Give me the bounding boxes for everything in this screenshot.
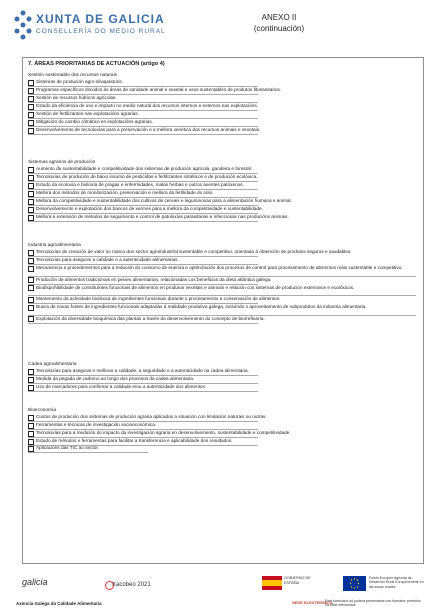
checklist-item-label: Produción de alimentos tradicionais en peixes alimentarias, relacionadas cos beneficios da dieta atlántica galega. [36, 276, 272, 282]
checklist-item [28, 174, 257, 181]
checklist-item [28, 119, 153, 126]
checkbox[interactable] [28, 277, 34, 283]
checklist-item-label: Tecnoloxías de produción de baixo insumo de pesticidas e fertilizantes sintéticos e de produción ecolóxica. [36, 174, 258, 180]
checklist-item-label: Ferramentas e técnicas de investigación socioeconómica. [36, 422, 157, 428]
checklist-item [28, 430, 291, 437]
xacobeo-logo: Xacobeo 2021 [112, 582, 151, 588]
checklist-item-label: Mellora dos métodos de monitorización, preservación e mellora da fertilidade do solo. [36, 190, 214, 196]
checkbox[interactable] [28, 258, 34, 264]
checklist-item-label: Xestión de fertilizantes nas explotacións agrarias. [36, 111, 139, 117]
checklist-item-label: Aplicacións das TIC ao sector. [36, 445, 99, 450]
checkbox[interactable] [28, 215, 34, 221]
checkbox[interactable] [28, 128, 34, 134]
checklist-item [28, 190, 213, 197]
checklist-item-label: Sistemas de produción agro-silvopastoris. [36, 79, 124, 85]
checkbox[interactable] [28, 96, 34, 102]
checkbox[interactable] [28, 423, 34, 429]
checkbox[interactable] [28, 439, 34, 445]
sede-electronica-mark: SEDE ELECTRÓNICA [292, 600, 333, 605]
checklist-item-label: Estudo da ecoloxía e bioloxía de pragas e enfermidades, malas herbas e outros axentes patóxenos. [36, 182, 244, 188]
checklist-item [28, 111, 139, 118]
checkbox[interactable] [28, 112, 34, 118]
checklist-item [28, 368, 249, 375]
checkbox[interactable] [28, 305, 34, 311]
checkbox[interactable] [28, 369, 34, 375]
checklist-item-label: Programas específicos dirixidos ás áreas de sanidade animal e vexetal e usos sustentables de produtos fitosanitarios. [36, 87, 282, 93]
checklist-item-label: Mecanismos e procedementos para a redución do consumo de enerxía e optimización dos procesos de control para procesamento de alimentos máis sustentable e competitivo. [36, 265, 403, 271]
checklist-item-label: Busca de novas fontes de ingredientes funcionais adaptadas á realidade produtiva galega, incluíndo o aproveitamento de subprodutos da industria alimentaria. [36, 304, 367, 310]
checklist-item [28, 166, 252, 173]
page-footer [0, 570, 439, 615]
checklist-item-label: Uso de marcadores para confirmar a calidade e/ou a autenticidade dos alimentos. [36, 384, 207, 390]
checklist-item [28, 257, 179, 264]
checklist-item-label: Estudo de métodos e ferramentas para facilitar a transferencia e aplicabilidade dos resultados. [36, 438, 233, 444]
checklist-item-label: Biodispoñibilidade de constituíntes funcionais de alimentos en produtos vexetais e animais e relación cos sistemas de produción extensivos e ecolóxicos. [36, 284, 355, 290]
checklist-item [28, 249, 352, 256]
checklist-item [28, 304, 422, 311]
checklist-item [28, 445, 99, 452]
checklist-item [28, 265, 422, 272]
checkbox[interactable] [28, 431, 34, 437]
checkbox[interactable] [28, 297, 34, 303]
checklist-item [28, 182, 244, 189]
checkbox[interactable] [28, 167, 34, 173]
checklist-item-label: Tecnoloxías para asegurar e mellorar a calidade, a seguridade e a autenticidade na cadea alimentaria. [36, 368, 249, 374]
checklist-item-label: Mellora da competitividade e sustentabilidade dos cultivos de cereais e leguminosas para a alimentación humana e animal. [36, 198, 292, 204]
checklist-item [28, 296, 280, 303]
government-logo-text: GOBIERNO DE ESPAÑA [284, 576, 311, 585]
checkbox[interactable] [28, 120, 34, 126]
eu-fund-text: Fondo Europeo Agrícola de Desarrollo Rural Europa invierte en las zonas rurales [369, 576, 424, 589]
checklist-item [28, 438, 232, 445]
page-header [14, 10, 429, 50]
checklist-item-label: Estudo da eficiencia de uso e impacto no medio natural dos recursos internos e externos nas explotacións. [36, 103, 259, 109]
checkbox[interactable] [28, 175, 34, 181]
checklist-item-label: Tecnoloxías para asegurar a calidade e a autenticidade alimentarias. [36, 257, 179, 263]
checklist-item-label: Mellora e extensión de métodos de seguimento e control de patoloxías parasitarias e infecciosas nas producións animais. [36, 214, 289, 220]
checkbox[interactable] [28, 104, 34, 110]
checklist-item-label: Desenvolvemento e explotación dos bancos de xermes para a mellora da competitividade e sustentabilidade. [36, 206, 263, 212]
checklist-item [28, 103, 258, 110]
row-separator [28, 221, 258, 222]
galicia-logo: galicia [22, 577, 48, 587]
checkbox[interactable] [28, 266, 34, 272]
checkbox[interactable] [28, 88, 34, 94]
checklist-item-label: Mitigación do cambio climático en explotacións agrarias. [36, 119, 153, 125]
checklist-item [28, 285, 422, 292]
checklist-item-label: Xestión de recursos hídricos agrícolas. [36, 95, 117, 101]
logo-subtitle: CONSELLERÍA DO MEDIO RURAL [36, 28, 166, 35]
checklist-item-label: Medida da pegada de carbono ao longo dos procesos da cadea alimentaria. [36, 376, 195, 382]
xunta-crest-icon [14, 10, 32, 40]
annex-line1: ANEXO II [261, 13, 297, 22]
annex-heading [239, 12, 319, 34]
checklist-item [28, 214, 289, 221]
checkbox[interactable] [28, 316, 34, 322]
checklist-item [28, 95, 117, 102]
checklist-item-label: Desenvolvemento de tecnoloxías para a preservación e a mellora xenética dos recursos animais e vexetais. [36, 127, 261, 133]
row-separator [28, 323, 258, 324]
checklist-item [28, 376, 194, 383]
row-separator [28, 391, 258, 392]
checklist-item [28, 414, 267, 421]
checkbox[interactable] [28, 377, 34, 383]
checklist-item [28, 277, 272, 284]
group-title: Cadea agroalimentaria [28, 362, 77, 367]
checklist-item [28, 198, 292, 205]
checkbox[interactable] [28, 199, 34, 205]
checkbox[interactable] [28, 250, 34, 256]
checklist-item [28, 127, 260, 134]
eu-flag-icon [343, 576, 366, 591]
annex-line2: (continuación) [253, 24, 305, 33]
group-title: Xestión sustentable dos recursos naturais [28, 73, 118, 78]
checkbox[interactable] [28, 191, 34, 197]
checkbox[interactable] [28, 385, 34, 391]
checklist-item-label: Tecnoloxías para a medición do impacto da investigación agraria en desenvolvemento, sustentabilidade e competitividade. [36, 430, 291, 436]
checklist-item-label: Tecnoloxías de creación de valor no marco dun sector agroindustrial sustentable e competitivo, orientado á obtención de produtos seguros e saudables. [36, 249, 352, 255]
group-title: Industria agroalimentaria [28, 243, 81, 248]
checkbox[interactable] [28, 415, 34, 421]
agency-name: Axencia Galega da Calidade Alimentaria [16, 601, 102, 606]
checklist-item-label: Explotación da diversidade bioquímica das plantas a través do desenvolvemento do concepto de biorrefinaría. [36, 315, 265, 321]
checklist-item [28, 79, 123, 86]
checklist-item-label: Mantemento da actividade biolóxica de ingredientes funcionais durante o procesamento e conservación de alimentos. [36, 296, 281, 302]
checkbox[interactable] [28, 183, 34, 189]
checklist-item [28, 206, 263, 213]
checklist-item [28, 422, 156, 429]
checkbox[interactable] [28, 446, 34, 452]
checkbox[interactable] [28, 207, 34, 213]
checklist-item [28, 384, 206, 391]
spain-flag-icon [262, 576, 282, 590]
checkbox[interactable] [28, 80, 34, 86]
logo-title: XUNTA DE GALICIA [36, 12, 165, 26]
priority-areas-section [22, 57, 424, 564]
checklist-item [28, 87, 281, 94]
checkbox[interactable] [28, 285, 34, 291]
checklist-item [28, 316, 265, 323]
row-separator [28, 452, 148, 453]
checklist-item-label: Custos de produción dos sistemas de produción agraria aplicados a situación con limitación naturais ou outras. [36, 414, 267, 420]
row-separator [28, 134, 258, 135]
group-title: Bioeconomía [28, 408, 56, 413]
checklist-item-label: Aumento da sustentabilidade e competitividade dos sistemas de produción agrícola, gandeira e forestal. [36, 166, 253, 172]
section-title: 7. ÁREAS PRIORITARIAS DE ACTUACIÓN (artigo 4) [28, 61, 165, 67]
sede-note: Este formulario só poderá presentarse nos formatos previstos na sede electrónica [325, 599, 421, 608]
group-title: Sistemas agrarios de produción [28, 160, 96, 165]
